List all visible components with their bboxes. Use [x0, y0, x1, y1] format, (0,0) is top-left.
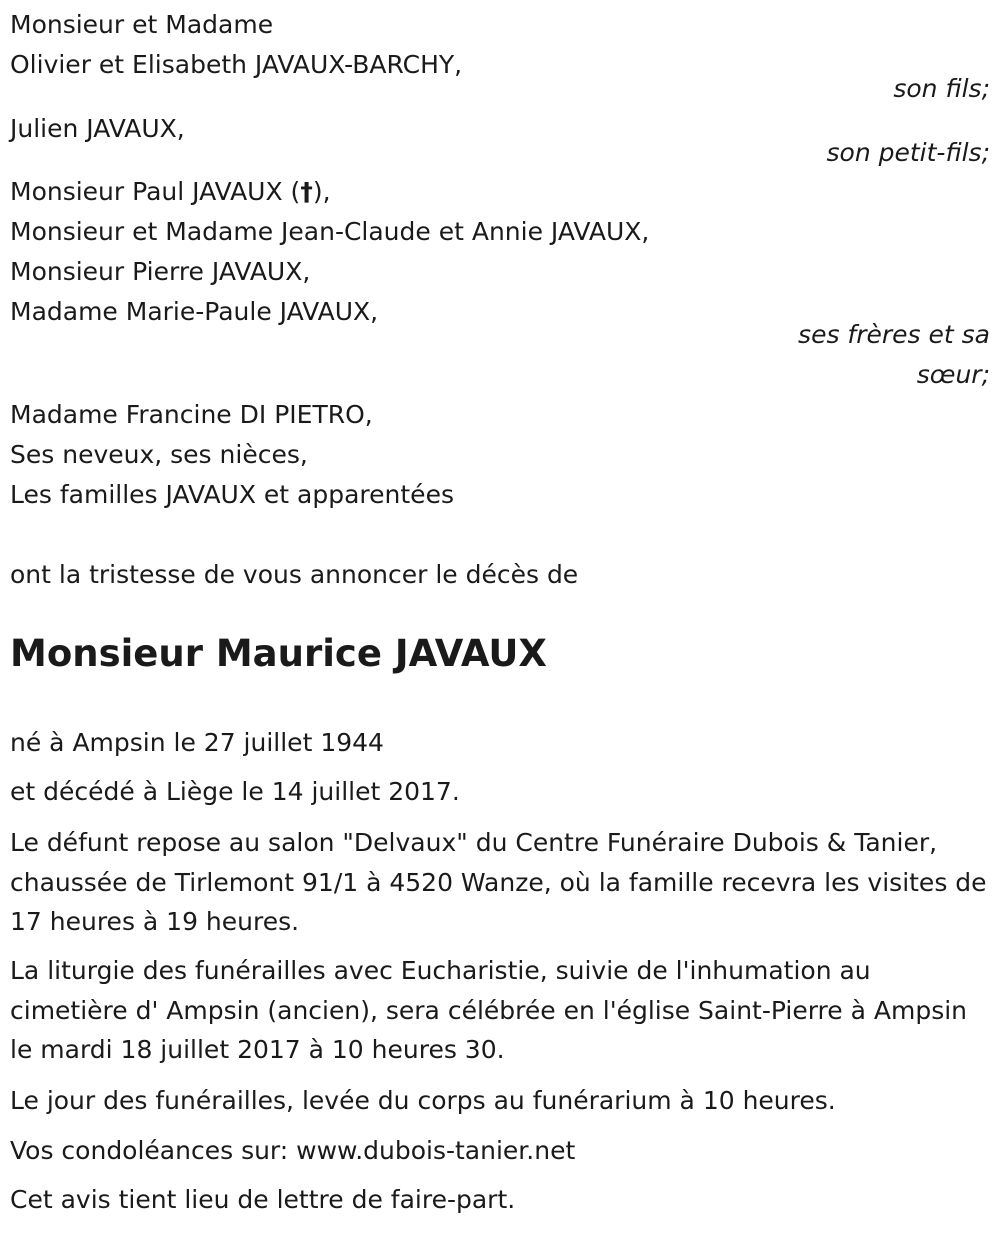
other-line-nephews: Ses neveux, ses nièces, [10, 440, 308, 469]
rest-place-paragraph: Le défunt repose au salon "Delvaux" du Centre Funéraire Dubois & Tanier, chaussée de Tirlemont 91/1 à 4520 Wanze, où la famille recevra les visites de 17 heures à 19 heures. [10, 828, 987, 936]
sibling-line-jean-claude: Monsieur et Madame Jean-Claude et Annie JAVAUX, [10, 217, 650, 246]
sibling-paul-suffix: ), [312, 177, 331, 206]
departure-line: Le jour des funérailles, levée du corps au funérarium à 10 heures. [10, 1086, 836, 1115]
siblings-role-line-2: sœur; [916, 360, 990, 389]
son-line-2: Olivier et Elisabeth JAVAUX-BARCHY, [10, 50, 463, 79]
grandson-role: son petit-fils; [826, 138, 990, 167]
notice-line: Cet avis tient lieu de lettre de faire-part. [10, 1185, 516, 1214]
liturgy-paragraph: La liturgie des funérailles avec Eucharistie, suivie de l'inhumation au cimetière d' Ampsin (ancien), sera célébrée en l'église Saint-Pierre à Ampsin le mardi 18 juillet 2017 à 10 heures 30. [10, 956, 968, 1064]
death-line: et décédé à Liège le 14 juillet 2017. [10, 777, 460, 806]
son-role: son fils; [893, 74, 990, 103]
birth-line: né à Ampsin le 27 juillet 1944 [10, 728, 384, 757]
condolences-line: Vos condoléances sur: www.dubois-tanier.net [10, 1136, 576, 1165]
grandson-line: Julien JAVAUX, [10, 114, 185, 143]
siblings-role-line-1: ses frères et sa [798, 320, 990, 349]
cross-icon: † [300, 177, 313, 206]
sibling-line-marie-paule: Madame Marie-Paule JAVAUX, [10, 297, 379, 326]
sibling-paul-line [10, 177, 331, 207]
other-line-families: Les familles JAVAUX et apparentées [10, 480, 454, 509]
sibling-paul-name: Monsieur Paul JAVAUX ( [10, 177, 301, 206]
deceased-name: Monsieur Maurice JAVAUX [10, 632, 547, 675]
sibling-line-pierre: Monsieur Pierre JAVAUX, [10, 257, 311, 286]
son-line-1: Monsieur et Madame [10, 10, 274, 39]
announcement-text: ont la tristesse de vous annoncer le décès de [10, 560, 579, 589]
other-line-francine: Madame Francine DI PIETRO, [10, 400, 373, 429]
